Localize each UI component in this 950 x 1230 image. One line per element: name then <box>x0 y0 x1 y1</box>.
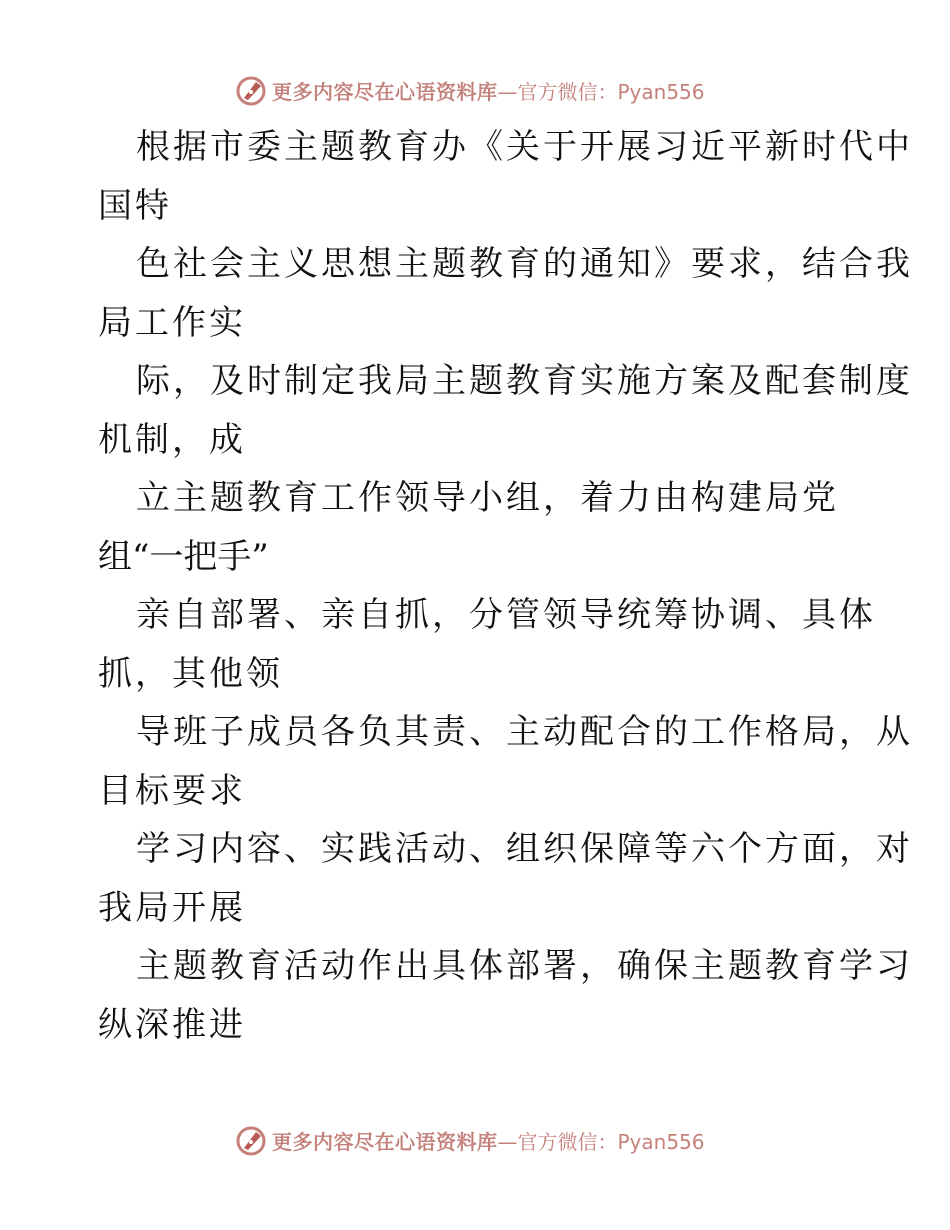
text-line: 局工作实 <box>98 302 246 343</box>
watermark-title: 更多内容尽在心语资料库 <box>272 79 498 104</box>
text-line: 立主题教育工作领导小组，着力由构建局党 <box>136 478 839 518</box>
watermark-contact: —官方微信：Pyan556 <box>497 79 705 104</box>
text-line: 目标要求 <box>98 770 246 811</box>
text-line: 际，及时制定我局主题教育实施方案及配套制度 <box>136 361 913 401</box>
text-line: 主题教育活动作出具体部署，确保主题教育学习 <box>136 946 913 986</box>
pen-nib-logo-icon <box>234 1123 268 1157</box>
text-line: 学习内容、实践活动、组织保障等六个方面，对 <box>136 829 913 869</box>
text-line: 国特 <box>98 185 172 226</box>
text-line: 机制，成 <box>98 419 246 460</box>
footer-watermark <box>234 1123 714 1157</box>
pen-nib-logo-icon <box>234 73 268 107</box>
text-line: 色社会主义思想主题教育的通知》要求，结合我 <box>136 244 913 284</box>
text-line: 我局开展 <box>98 887 246 928</box>
text-line: 导班子成员各负其责、主动配合的工作格局，从 <box>136 712 913 752</box>
text-line: 抓，其他领 <box>98 653 283 694</box>
text-line: 组“一把手” <box>98 536 269 577</box>
text-line: 亲自部署、亲自抓，分管领导统筹协调、具体 <box>136 595 876 635</box>
watermark-title: 更多内容尽在心语资料库 <box>272 1129 498 1154</box>
document-body <box>98 118 913 1054</box>
watermark-contact: —官方微信：Pyan556 <box>497 1129 705 1154</box>
text-line: 根据市委主题教育办《关于开展习近平新时代中 <box>136 127 913 167</box>
text-line: 纵深推进 <box>98 1004 246 1045</box>
header-watermark <box>234 73 714 107</box>
